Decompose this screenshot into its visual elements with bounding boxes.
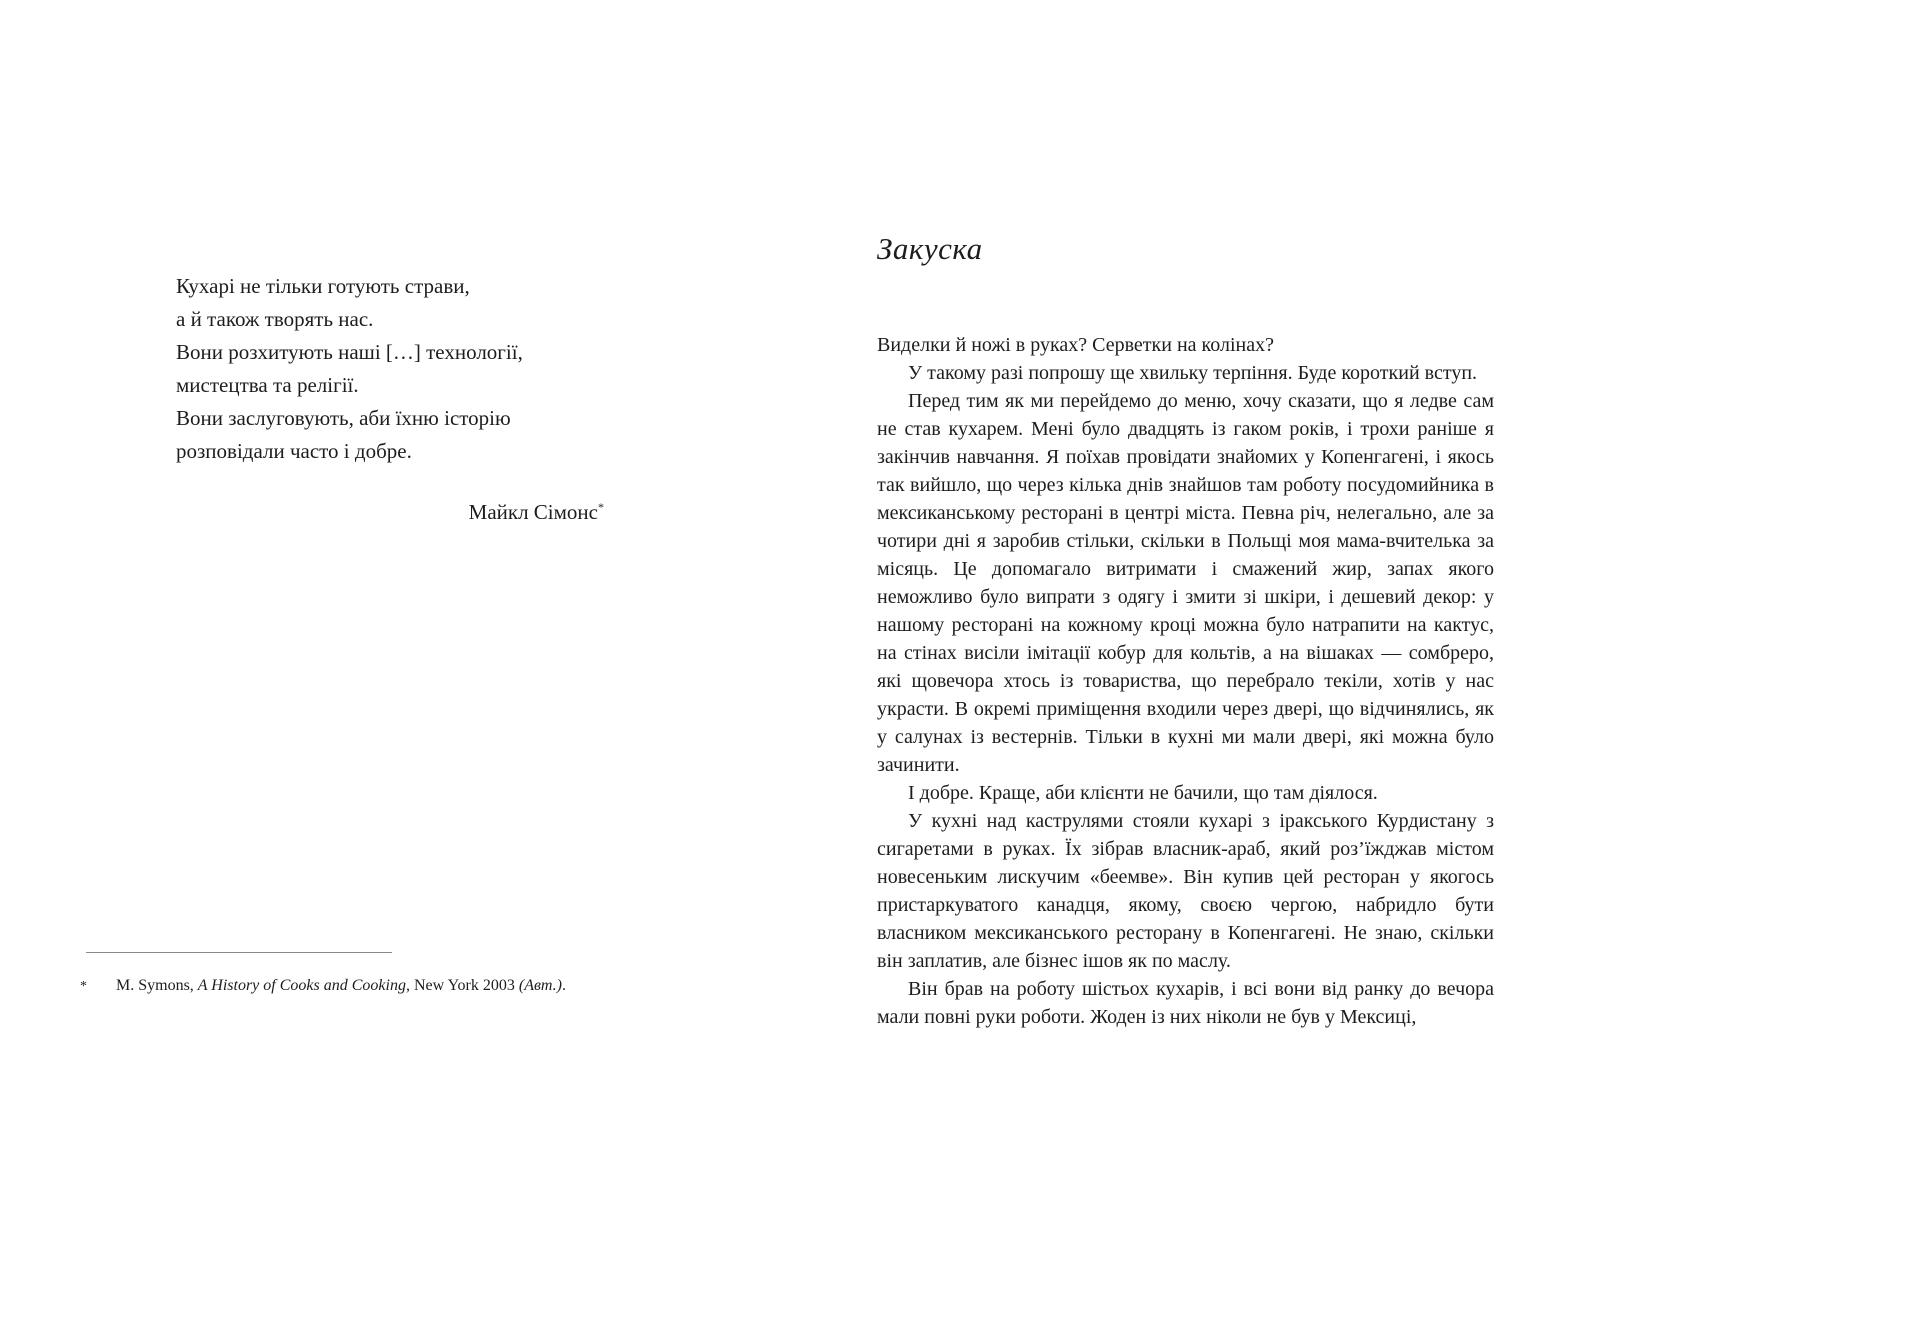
epigraph-line: а й також творять нас. [176, 307, 374, 331]
epigraph-line: мистецтва та релігії. [176, 373, 359, 397]
right-page [860, 0, 1920, 1324]
footnote [80, 952, 640, 998]
body-paragraph: І добре. Краще, аби клієнти не бачили, що там діялося. [908, 782, 1378, 804]
attribution-name: Майкл Сімонс [468, 500, 598, 524]
body-paragraph: Перед тим як ми перейдемо до меню, хочу сказати, що я ледве сам не став кухарем. Мені було двадцять із гаком років, і трохи раніше я закінчив навчання. Я поїхав провідати знайомих у Копенгагені, і якось так вийшло, що через кілька днів знайшов там роботу посудомийника в мексиканському ресторані в центрі міста. Певна річ, нелегально, але за чотири дні я заробив стільки, скільки в Польщі моя мама-вчителька за місяць. Це допомагало витримати і смажений жир, запах якого неможливо було випрати з одягу і змити зі шкіри, і дешевий декор: у нашому ресторані на кожному кроці можна було натрапити на кактус, на стінах висіли імітації кобур для кольтів, а на вішаках — сомбреро, які щовечора хтось із товариства, що перебрало текіли, хотів у нас украсти. В окремі приміщення входили через двері, що відчинялись, як у салунах із вестернів. Тільки в кухні ми мали двері, які можна було зачинити. [877, 390, 1494, 776]
footnote-marker: * [80, 979, 87, 994]
epigraph-attribution [176, 496, 608, 529]
body-paragraph: У такому разі попрошу ще хвильку терпіння. Буде короткий вступ. [908, 362, 1478, 384]
body-paragraph: У кухні над каструлями стояли кухарі з іракського Курдистану з сигаретами в руках. Їх зібрав власник-араб, який роз’їжджав містом новесеньким лискучим «беемве». Він купив цей ресторан у якогось пристаркуватого канадця, якому, своєю чергою, набридло бути власником мексиканського ресторану в Копенгагені. Не знаю, скільки він заплатив, але бізнес ішов як по маслу. [877, 810, 1494, 972]
cited-book-title: A History of Cooks and Cooking [197, 977, 406, 994]
footnote-divider [86, 952, 392, 953]
chapter-body [877, 331, 1494, 1031]
epigraph-line: Вони розхитують наші […] технології, [176, 340, 523, 364]
footnote-text [80, 975, 640, 998]
epigraph-line: Вони заслуговують, аби їхню історію [176, 406, 511, 430]
body-paragraph: Він брав на роботу шістьох кухарів, і всі вони від ранку до вечора мали повні руки роботи. Жоден із них ніколи не був у Мексиці, [877, 978, 1494, 1028]
epigraph-line: розповідали часто і добре. [176, 439, 412, 463]
footnote-reference-mark: * [598, 500, 604, 514]
epigraph [176, 270, 608, 529]
author-note: (Авт.) [518, 977, 562, 994]
footnote-citation: M. Symons, A History of Cooks and Cooking, New York 2003 (Авт.). [116, 977, 566, 994]
epigraph-line: Кухарі не тільки готують страви, [176, 274, 470, 298]
body-paragraph: Виделки й ножі в руках? Серветки на колінах? [877, 334, 1274, 356]
left-page [0, 0, 860, 1324]
chapter-title: Закуска [877, 231, 983, 266]
